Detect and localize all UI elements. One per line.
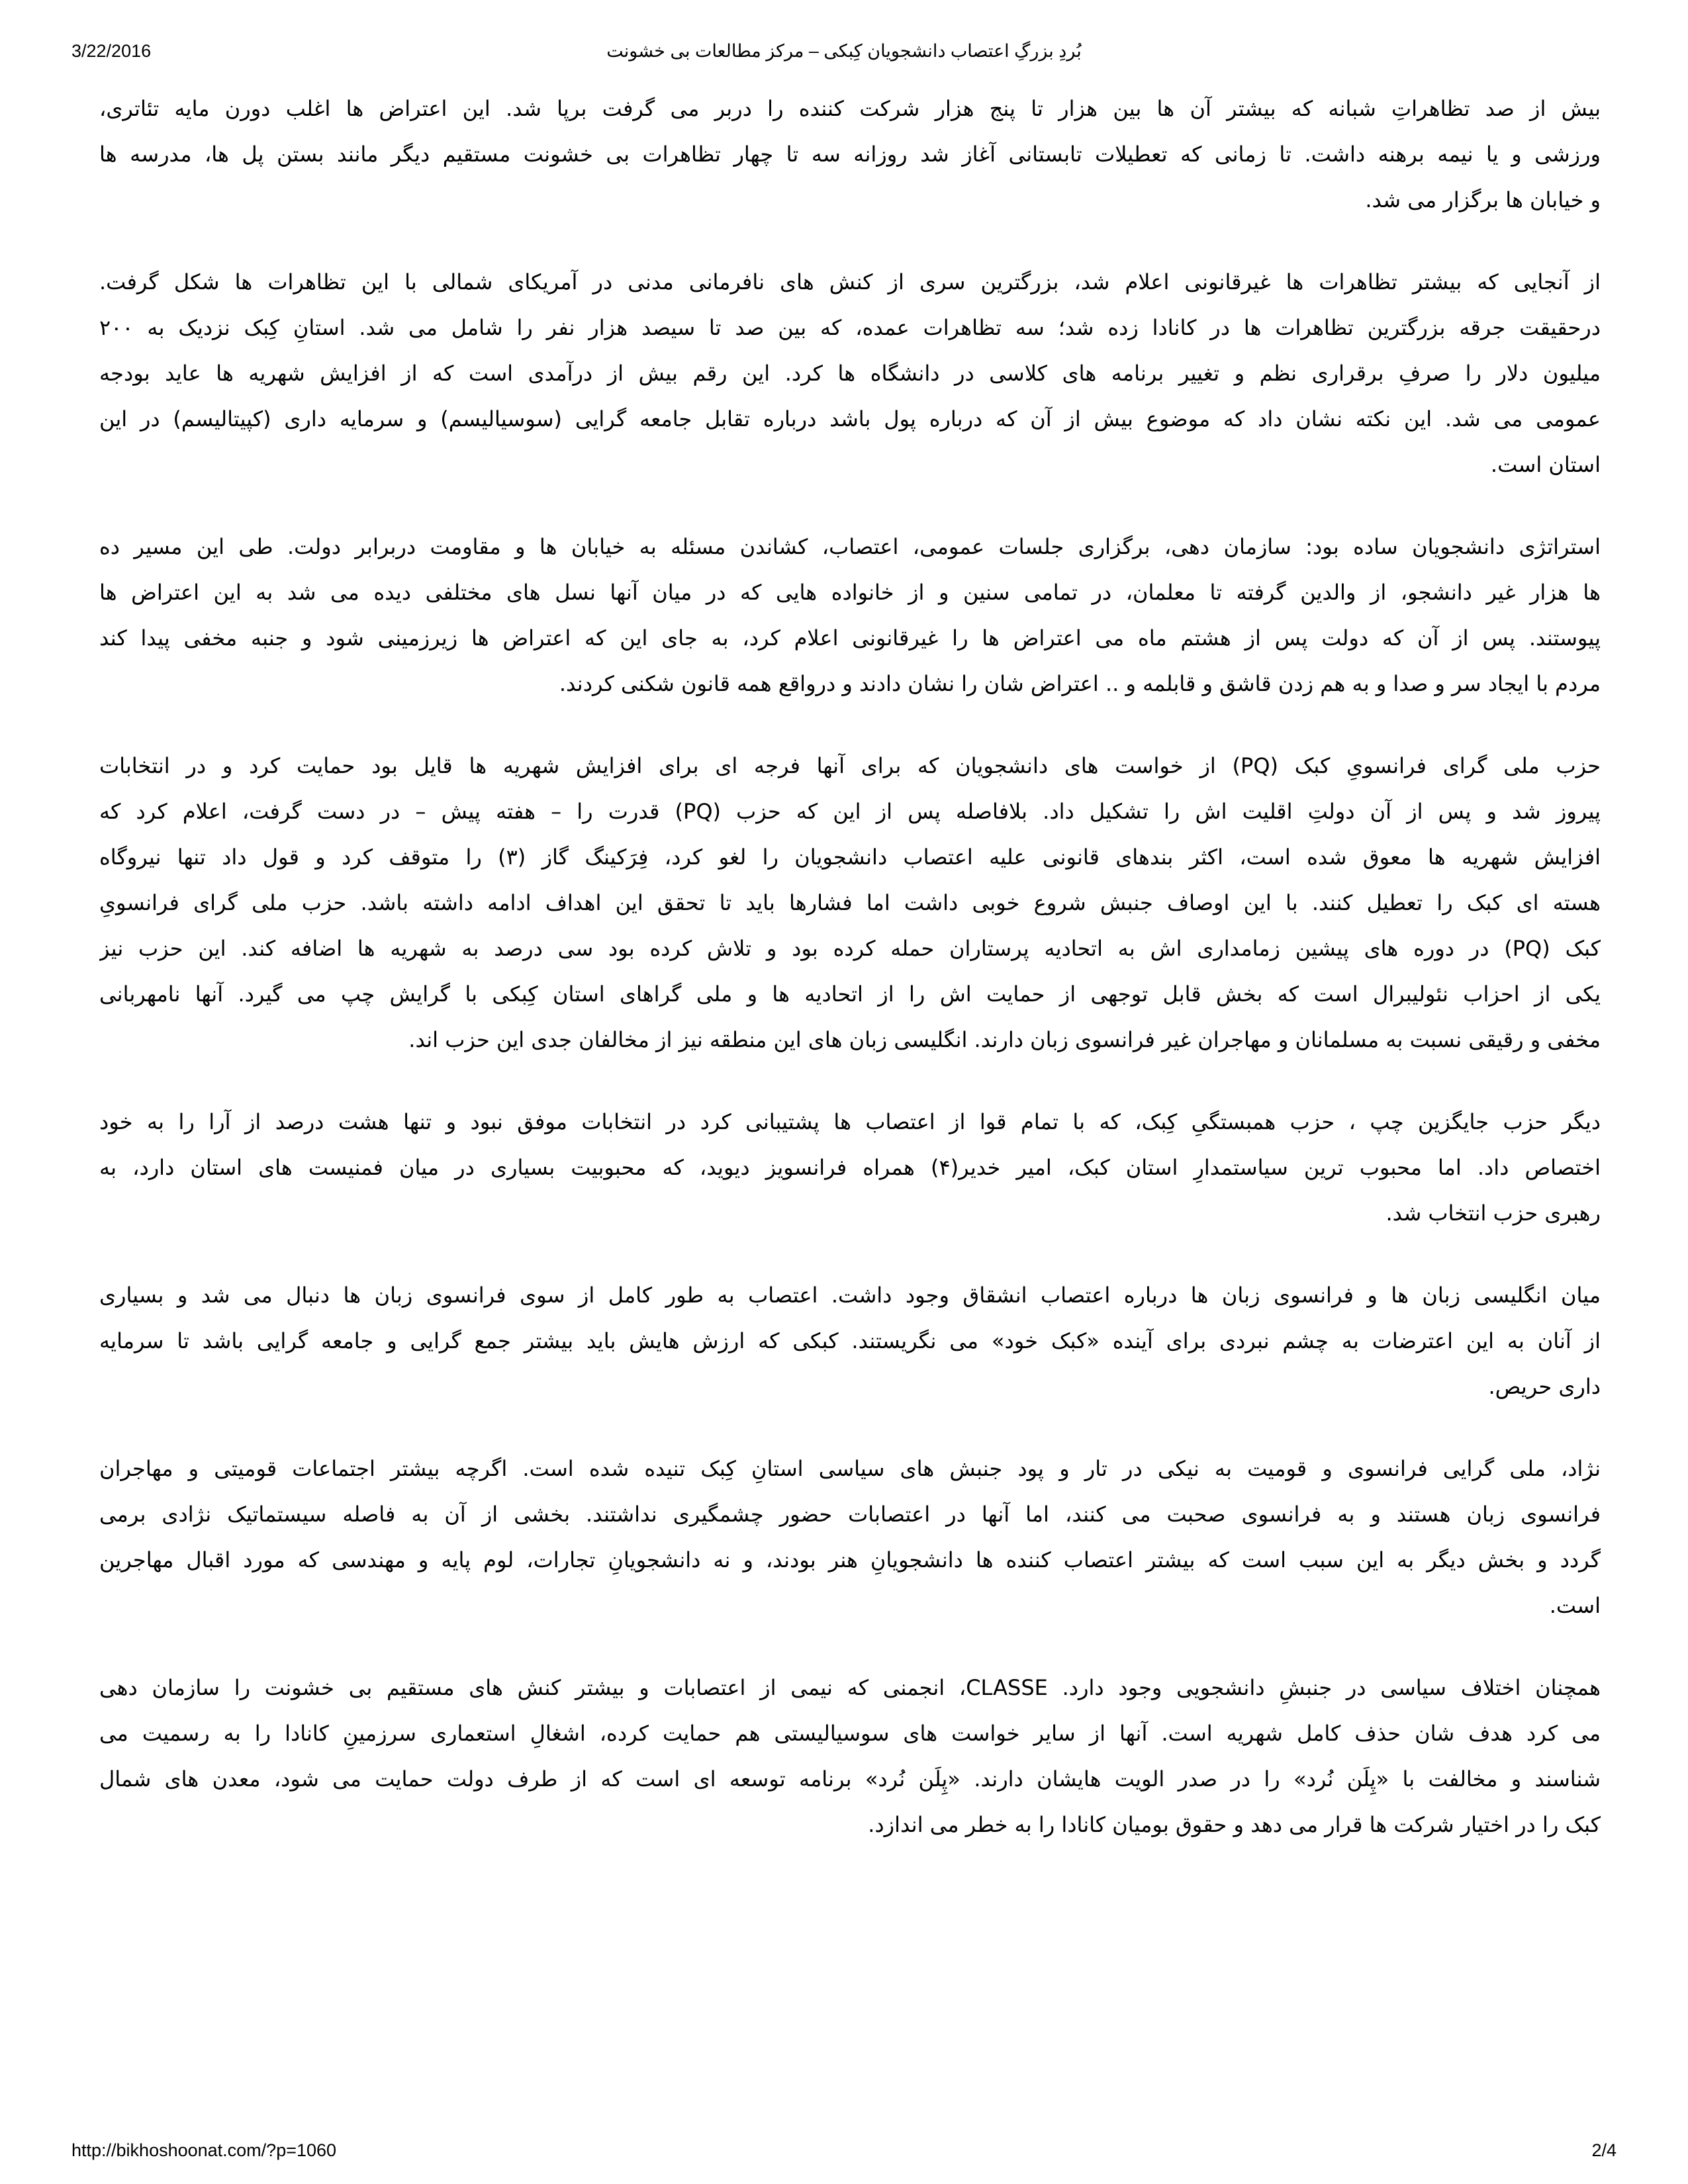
text-line: می کرد هدف شان حذف کامل شهریه است. آنها از سایر خواست های سوسیالیستی هم حمایت کرده، اشغالِ استعماری سرزمینِ کانادا را به رسمیت می (99, 1721, 1601, 1746)
header-date: 3/22/2016 (71, 41, 152, 61)
text-line: استراتژی دانشجویان ساده بود: سازمان دهی، برگزاری جلسات عمومی، اعتصاب، کشاندن مسئله به خیابان ها و مقاومت دربرابر دولت. طی این مسیر ده (99, 534, 1601, 559)
text-line: هسته ای کبک را تعطیل کنند. با این اوصاف جنبش شروع خوبی داشت اما فشارها باید تا تحقق این اهداف ادامه داشته باشد. حزب ملی گرای فرانسویِ (99, 890, 1601, 915)
text-line: شناسند و مخالفت با «پِلَن نُرد» را در صدر الویت هایشان دارند. «پِلَن نُرد» برنامه توسعه ای است که از طرف دولت حمایت می شود، معدن های شمال (99, 1766, 1601, 1792)
text-line: فرانسوی زبان هستند و به فرانسوی صحبت می کنند، اما آنها در اعتصابات حضور چشمگیری نداشتند. بخشی از آن به فاصله سیستماتیک نژادی برمی (99, 1502, 1601, 1527)
text-line: پیوستند. پس از آن که دولت پس از هشتم ماه می اعتراض ها را غیرقانونی اعلام کرد، به جای این که اعتراض ها زیرزمینی شود و جنبه مخفی پیدا کند (99, 625, 1601, 651)
text-line: بیش از صد تظاهراتِ شبانه که بیشتر آن ها بین هزار تا پنج هزار شرکت کننده را دربر می گرفت برپا شد. این اعتراض ها اغلب دورن مایه تئاتری، (99, 96, 1601, 121)
paragraph (99, 259, 1601, 488)
text-line: دیگر حزب جایگزین چپ ، حزب همبستگیِ کِبک، که با تمام قوا از اعتصاب ها پشتیبانی کرد در انتخابات موفق نبود و تنها هشت درصد از آرا را به خود (99, 1109, 1601, 1134)
paragraph (99, 1665, 1601, 1848)
text-line: پیروز شد و پس از آن دولتِ اقلیت اش را تشکیل داد. بلافاصله پس از این که حزب (PQ) قدرت را – هفته پیش – در دست گرفت، اعلام کرد که (99, 799, 1601, 824)
text-line: از آنجایی که بیشتر تظاهرات ها غیرقانونی اعلام شد، بزرگترین سری از کنش های نافرمانی مدنی در آمریکای شمالی با این تظاهرات ها شکل گرفت. (99, 269, 1601, 295)
header-page-title: بُردِ بزرگِ اعتصاب دانشجویان کِبکی – مرکز مطالعات بی خشونت (606, 41, 1082, 61)
text-line: مخفی و رقیقی نسبت به مسلمانان و مهاجران غیر فرانسوی زبان دارند. انگلیسی زبان های این منطقه نیز از مخالفان جدی این حزب اند. (408, 1027, 1601, 1052)
text-line: عمومی می شد. این نکته نشان داد که موضوع بیش از آن که درباره پول باشد درباره تقابل جامعه گرایی (سوسیالیسم) و سرمایه داری (کپیتالیسم) در این (99, 406, 1601, 432)
paragraph (99, 1446, 1601, 1629)
footer-url-link[interactable]: http://bikhoshoonat.com/?p=1060 (71, 2140, 337, 2160)
text-line: میان انگلیسی زبان ها و فرانسوی زبان ها درباره اعتصاب انشقاق وجود داشت. اعتصاب به طور کامل از سوی فرانسوی زبان ها دنبال می شد و بسیاری (99, 1283, 1601, 1308)
text-line: مردم با ایجاد سر و صدا و به هم زدن قاشق و قابلمه و .. اعتراض شان را نشان دادند و درواقع همه قانون شکنی کردند. (559, 671, 1601, 696)
footer-page-number: 2/4 (1591, 2140, 1617, 2160)
text-line: است. (1549, 1593, 1601, 1618)
article-body (99, 86, 1601, 1884)
paragraph (99, 743, 1601, 1063)
text-line: نژاد، ملی گرایی فرانسوی و قومیت به نیکی در تار و پود جنبش های سیاسی استانِ کِبک تنیده شده است. اگرچه بیشتر اجتماعات قومیتی و مهاجران (99, 1456, 1601, 1481)
paragraph (99, 86, 1601, 223)
text-line: درحقیقت جرقه بزرگترین تظاهرات ها در کانادا زده شد؛ سه تظاهرات عمده، که بین صد تا سیصد هزار نفر را شامل می شد. استانِ کِبک نزدیک به ۲۰۰ (99, 315, 1601, 340)
text-line: از آنان به این اعترضات به چشم نبردی برای آینده «کبک خود» می نگریستند. کبکی که ارزش هایش باید بیشتر جمع گرایی و جامعه گرایی باشد تا سرمایه (99, 1328, 1601, 1353)
text-line: همچنان اختلاف سیاسی در جنبشِ دانشجویی وجود دارد. CLASSE، انجمنی که نیمی از اعتصابات و بیشتر کنش های مستقیم بی خشونت را سازمان دهی (99, 1675, 1601, 1700)
text-line: ورزشی و یا نیمه برهنه داشت. تا زمانی که تعطیلات تابستانی آغاز شد روزانه سه تا چهار تظاهرات بی خشونت مستقیم دیگر مانند بستن پل ها، مدرسه ها (99, 142, 1601, 167)
text-line: استان است. (1490, 452, 1601, 477)
text-line: حزب ملی گرای فرانسویِ کبک (PQ) از خواست های دانشجویان که برای آنها فرجه ای برای افزایش شهریه ها قایل بود حمایت کرد و در انتخابات (99, 753, 1601, 778)
paragraph (99, 1099, 1601, 1236)
text-line: کبک را در اختیار شرکت ها قرار می دهد و حقوق بومیان کانادا را به خطر می اندازد. (868, 1812, 1601, 1837)
text-line: گردد و بخش دیگر به این سبب است که بیشتر اعتصاب کننده ها دانشجویانِ هنر بودند، و نه دانشجویانِ تجارات، لوم پایه و مهندسی که مورد اقبال مهاجرین (99, 1547, 1601, 1572)
paragraph (99, 1273, 1601, 1410)
text-line: اختصاص داد. اما محبوب ترین سیاستمدارِ استان کبک، امیر خدیر(۴) همراه فرانسویز دیوید، که محبوبیت بسیاری در میان فمنیست های استان دارد، به (99, 1155, 1601, 1180)
paragraph (99, 524, 1601, 707)
text-line: میلیون دلار را صرفِ برقراری نظم و تغییر برنامه های کلاسی در دانشگاه ها کرد. این رقم بیش از درآمدی است که از افزایش شهریه ها عاید بودجه (99, 361, 1601, 386)
text-line: افزایش شهریه ها معوق شده است، اکثر بندهای قانونی علیه اعتصاب دانشجویان را لغو کرد، فِرَکینگ گاز (۳) را متوقف کرد و قول داد تنها نیروگاه (99, 844, 1601, 870)
text-line: رهبری حزب انتخاب شد. (1385, 1201, 1601, 1226)
text-line: کبک (PQ) در دوره های پیشین زمامداری اش به اتحادیه پرستاران حمله کرده بود و تلاش کرده بود سی درصد به شهریه ها اضافه کند. این حزب نیز (99, 936, 1601, 961)
text-line: یکی از احزاب نئولیبرال است که بخش قابل توجهی از حمایت اش را از اتحادیه ها و ملی گراهای استان کِبکی با گرایش چپ می گیرد. آنها نامهربانی (99, 981, 1601, 1007)
text-line: و خیابان ها برگزار می شد. (1365, 187, 1601, 212)
text-line: ها هزار غیر دانشجو، از والدین گرفته تا معلمان، در تمامی سنین و از خانواده هایی که در میان آنها نسل های مختلفی دیده می شد به این اعتراض ها (99, 580, 1601, 605)
text-line: داری حریص. (1488, 1374, 1601, 1399)
